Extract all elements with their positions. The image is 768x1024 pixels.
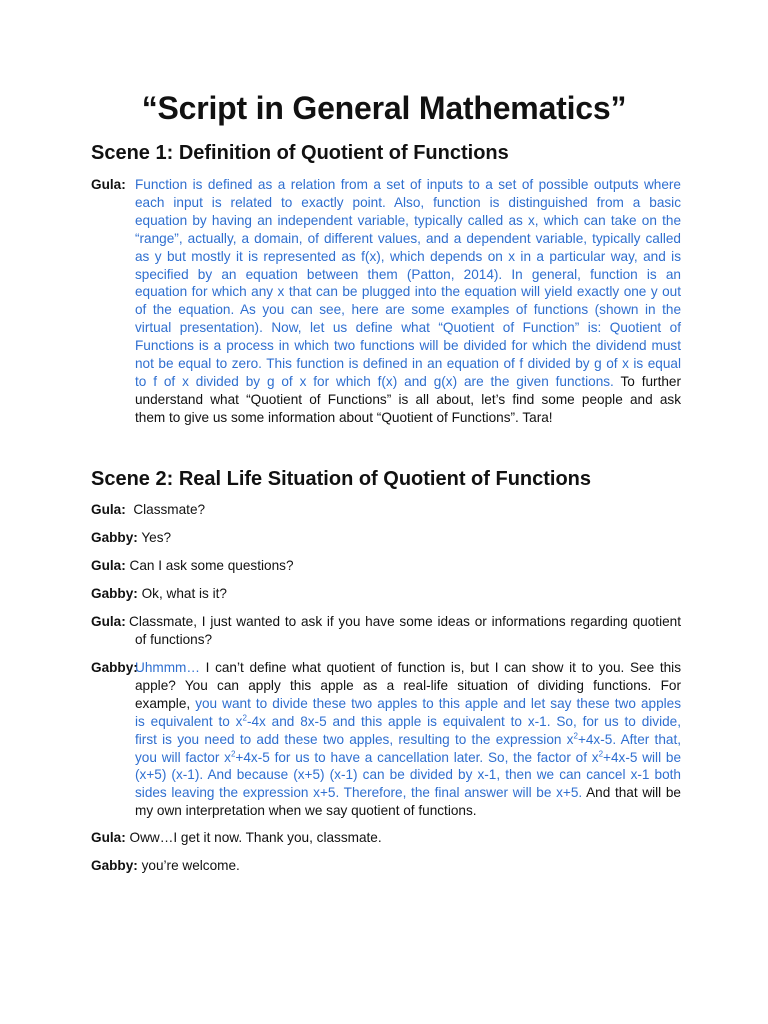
superscript: 2: [242, 713, 247, 723]
text-span: And that will be: [582, 785, 681, 801]
text-span: equation for which any x that can be plugged into the equation will yield exactly one y out: [135, 284, 681, 300]
text-line: [135, 784, 681, 802]
dialogue-line: [91, 613, 681, 649]
dialogue-text: you’re welcome.: [141, 858, 240, 873]
text-span: +4x-5. After that,: [577, 731, 681, 747]
text-span: example,: [135, 695, 196, 711]
text-span: them to give us some information about “Quotient of Functions”. Tara!: [135, 409, 553, 425]
text-line: [135, 230, 681, 248]
text-span: sides leaving the expression x+5. Therefore, the final answer will be x+5.: [135, 785, 583, 801]
text-line: [135, 212, 681, 230]
text-line: [135, 391, 681, 409]
scene1-text: [135, 176, 681, 427]
text-span: Functions is a process in which two functions will be divided for which the dividend must: [135, 338, 681, 354]
superscript: 2: [230, 749, 236, 758]
text-line: [135, 176, 681, 194]
text-span: specified by an equation between them (Patton, 2014). In general, function is an: [135, 266, 681, 282]
speaker-label: Gula:: [91, 558, 126, 573]
text-line: apple? You can apply this apple as a real-life situation of dividing functions. For: [135, 677, 681, 693]
text-line: [135, 266, 681, 284]
speaker-label: Gabby:: [91, 858, 138, 873]
dialogue-line: [91, 501, 205, 519]
text-line: [135, 355, 681, 373]
text-span: virtual presentation). Now, let us define what “Quotient of Function” is: Quotient of: [135, 320, 681, 336]
dialogue-text: Yes?: [141, 530, 172, 545]
text-span: of the equation. As you can see, here are some examples of functions (shown in the: [135, 302, 681, 318]
speaker-label: Gula:: [91, 614, 126, 629]
dialogue-line: [91, 857, 240, 875]
text-line: [135, 731, 681, 749]
speaker-label: Gabby:: [91, 530, 138, 545]
dialogue-line: [91, 557, 294, 575]
text-span: Uhmmm…: [135, 660, 200, 675]
text-span: equation by having an independent variable, typically called as x, which can take on the: [135, 212, 681, 228]
speaker-label: Gula:: [91, 177, 126, 192]
speaker-label: Gabby:: [91, 660, 138, 675]
dialogue-text: [135, 659, 681, 820]
scene2-heading: Scene 2: Real Life Situation of Quotient of Functions: [91, 468, 592, 490]
dialogue-text: [91, 613, 681, 649]
scene1-dialogue: [91, 176, 681, 427]
text-span: is equivalent to x: [135, 713, 243, 729]
text-line: [135, 248, 681, 266]
text-span: -4x and 8x-5 and this apple is equivalent to x-1. So, for us to divide,: [246, 713, 681, 729]
text-line: Classmate, I just wanted to ask if you have some ideas or informations regarding quotient: [129, 614, 681, 629]
text-span: to f of x divided by g of x for which f(x) and g(x) are the given functions.: [135, 373, 614, 389]
dialogue-text: Can I ask some questions?: [129, 558, 294, 573]
text-span: To further: [613, 373, 681, 389]
text-line: [135, 713, 681, 731]
text-line: (x+5) (x-1). And because (x+5) (x-1) can be divided by x-1, then we can cancel x-1 both: [135, 767, 681, 783]
text-line: my own interpretation when we say quotient of functions.: [135, 803, 477, 819]
text-span: each input is related to exactly point. Also, function is distinguished from a basic: [135, 194, 681, 210]
text-line: [135, 283, 681, 301]
speaker-label: Gula:: [91, 830, 126, 845]
scene1-heading: Scene 1: Definition of Quotient of Functions: [91, 142, 509, 164]
text-span: “range”, actually, a domain, of different values, and a dependent variable, typically called: [135, 230, 681, 246]
text-span: first is you need to add these two apples, resulting to the expression x: [135, 731, 574, 747]
dialogue-text: Classmate?: [133, 502, 206, 517]
text-line: [135, 749, 681, 767]
text-span: you want to divide these two apples to this apple and let say these two apples: [195, 695, 682, 711]
text-span: not be equal to zero. This function is defined in an equation of f divided by g of x is equal: [135, 356, 681, 372]
dialogue-text: Oww…I get it now. Thank you, classmate.: [129, 830, 382, 845]
dialogue-line: [91, 585, 227, 603]
dialogue-line: [91, 829, 382, 847]
dialogue-line: [91, 529, 171, 547]
speaker-label: Gabby:: [91, 586, 138, 601]
text-line: [135, 301, 681, 319]
text-line: [135, 373, 681, 391]
text-line: [135, 194, 681, 212]
text-line: [135, 337, 681, 355]
text-span: I can’t define what quotient of function is, but I can show it to you. See this: [199, 660, 681, 675]
text-span: as y but mostly it is represented as f(x), which depends on x in a particular way, and is: [135, 248, 681, 264]
superscript: 2: [573, 731, 578, 741]
dialogue-text: Ok, what is it?: [141, 586, 227, 601]
text-line: [135, 695, 681, 713]
document-title: “Script in General Mathematics”: [141, 90, 627, 126]
text-span: +4x-5 for us to have a cancellation later. So, the factor of x: [235, 749, 599, 765]
text-span: +4x-5 will be: [603, 749, 682, 765]
dialogue-line: [91, 659, 681, 820]
speaker-label: Gula:: [91, 502, 126, 517]
text-line: [135, 319, 681, 337]
text-span: understand what “Quotient of Functions” is all about, let’s find some people and ask: [135, 391, 681, 407]
text-line: of functions?: [135, 631, 213, 647]
superscript: 2: [598, 749, 604, 758]
text-span: Function is defined as a relation from a set of inputs to a set of possible outputs where: [135, 177, 681, 192]
text-line: [135, 659, 681, 677]
text-line: [135, 409, 681, 427]
text-span: you will factor x: [135, 749, 231, 765]
